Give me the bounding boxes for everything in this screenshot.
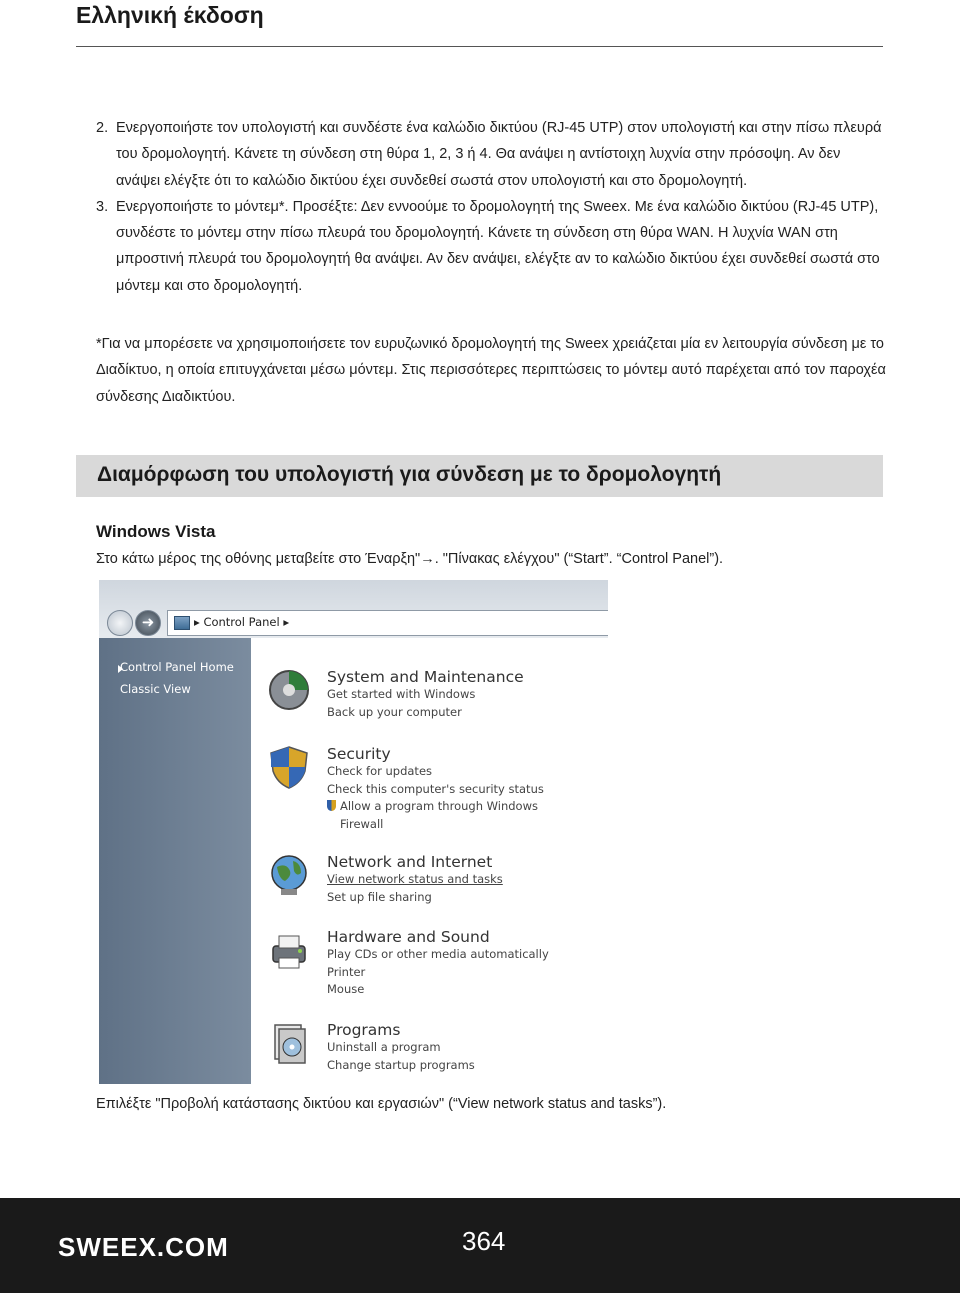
category-link[interactable]: Uninstall a program: [327, 1040, 441, 1054]
category-programs: [327, 1021, 475, 1074]
screenshot-caption: Επιλέξτε "Προβολή κατάστασης δικτύου και εργασιών" (“View network status and tasks”).: [96, 1096, 667, 1112]
forward-button[interactable]: ➜: [135, 610, 161, 636]
programs-icon: [267, 1021, 311, 1065]
category-link[interactable]: Change startup programs: [327, 1057, 475, 1072]
category-link[interactable]: Check for updates: [327, 764, 433, 778]
step-number: 2.: [96, 120, 109, 136]
category-title[interactable]: Network and Internet: [327, 853, 493, 871]
arrow-icon: →: [420, 551, 435, 567]
header-divider: [76, 46, 883, 47]
section-heading-bar: [76, 455, 883, 497]
instruction-part: Στο κάτω μέρος της οθόνης μεταβείτε στο Έναρξη": [96, 551, 421, 567]
category-title[interactable]: Hardware and Sound: [327, 928, 490, 946]
sidebar-item-classic-view[interactable]: [114, 682, 191, 696]
page-footer: [0, 1198, 960, 1293]
modem-note: *Για να μπορέσετε να χρησιμοποιήσετε τον ευρυζωνικό δρομολογητή της Sweex χρειάζεται μία εν λειτουργία σύνδεση με το Διαδίκτυο, η οποία επιτυγχάνεται μέσω μόντεμ. Στις περισσότερες περιπτώσεις το μόντεμ αυτό παρέχεται από τον παροχέα σύνδεσης Διαδικτύου.: [96, 336, 886, 405]
category-link[interactable]: Mouse: [327, 982, 365, 996]
control-panel-screenshot: [99, 580, 608, 1084]
step-item: [96, 115, 886, 194]
window-toolbar: [99, 580, 608, 638]
address-bar[interactable]: [167, 610, 608, 636]
category-system-maintenance: [327, 668, 524, 721]
category-title[interactable]: Programs: [327, 1021, 401, 1039]
sidebar-item-home[interactable]: [114, 660, 234, 674]
brand-logo-text: SWEEX.COM: [58, 1232, 229, 1262]
category-link[interactable]: Printer: [327, 964, 366, 979]
address-text: ▸ Control Panel ▸: [194, 615, 290, 629]
system-maintenance-icon: [267, 668, 311, 712]
bullet-icon: [118, 665, 123, 673]
control-panel-sidebar: [99, 638, 251, 1084]
control-panel-icon: [174, 616, 190, 630]
category-link[interactable]: Set up file sharing: [327, 889, 432, 904]
back-button[interactable]: [107, 610, 133, 636]
instruction-part: . "Πίνακας ελέγχου" (“Start”. “Control Panel”).: [434, 551, 724, 567]
uac-shield-icon: [327, 800, 336, 811]
category-title[interactable]: Security: [327, 745, 391, 763]
category-link-label: Allow a program through Windows: [340, 799, 538, 813]
page-header-title: Ελληνική έκδοση: [76, 2, 264, 28]
page-number: 364: [462, 1226, 506, 1256]
step-text: Ενεργοποιήστε το μόντεμ*. Προσέξτε: Δεν εννοούμε το δρομολογητή της Sweex. Με ένα καλώδιο δικτύου (RJ-45 UTP), συνδέστε το μόντεμ στην πίσω πλευρά του δρομολογητή. Κάνετε τη σύνδεση στη θύρα WAN. Η λυχνία WAN στη μπροστινή πλευρά του δρομολογητή θα ανάψει. Αν δεν ανάψει, ελέγξτε αν το καλώδιο δικτύου έχει συνδεθεί σωστά στο μόντεμ και στο δρομολογητή.: [116, 198, 880, 294]
instruction-text: [96, 551, 886, 567]
category-security: [327, 745, 544, 833]
category-link[interactable]: Get started with Windows: [327, 687, 476, 701]
category-link[interactable]: [327, 798, 544, 816]
step-number: 3.: [96, 198, 109, 215]
address-label: Control Panel: [203, 615, 280, 629]
category-link[interactable]: Firewall: [340, 816, 384, 831]
category-link[interactable]: Play CDs or other media automatically: [327, 947, 549, 961]
category-link[interactable]: Back up your computer: [327, 704, 462, 719]
sidebar-item-label: Classic View: [120, 682, 191, 696]
category-link[interactable]: Check this computer's security status: [327, 781, 544, 796]
network-globe-icon: [267, 853, 311, 897]
steps-list: [96, 115, 886, 299]
shield-icon: [267, 745, 311, 789]
subsection-title: Windows Vista: [96, 522, 216, 541]
section-title: Διαμόρφωση του υπολογιστή για σύνδεση με το δρομολογητή: [97, 463, 722, 486]
printer-icon: [267, 928, 311, 972]
category-network-internet: [327, 853, 503, 906]
category-title[interactable]: System and Maintenance: [327, 668, 524, 686]
sidebar-item-label: Control Panel Home: [120, 660, 234, 674]
step-item: [96, 194, 886, 299]
category-hardware-sound: [327, 928, 549, 999]
step-text: Ενεργοποιήστε τον υπολογιστή και συνδέστε ένα καλώδιο δικτύου (RJ-45 UTP) στον υπολογιστή και στην πίσω πλευρά του δρομολογητή. Κάνετε τη σύνδεση στη θύρα 1, 2, 3 ή 4. Θα ανάψει η αντίστοιχη λυχνία στην πρόσοψη. Αν δεν ανάψει ελέγξτε ότι το καλώδιο δικτύου έχει συνδεθεί σωστά στον υπολογιστή και στο δρομολογητή.: [116, 120, 882, 189]
view-network-status-link[interactable]: View network status and tasks: [327, 872, 503, 886]
